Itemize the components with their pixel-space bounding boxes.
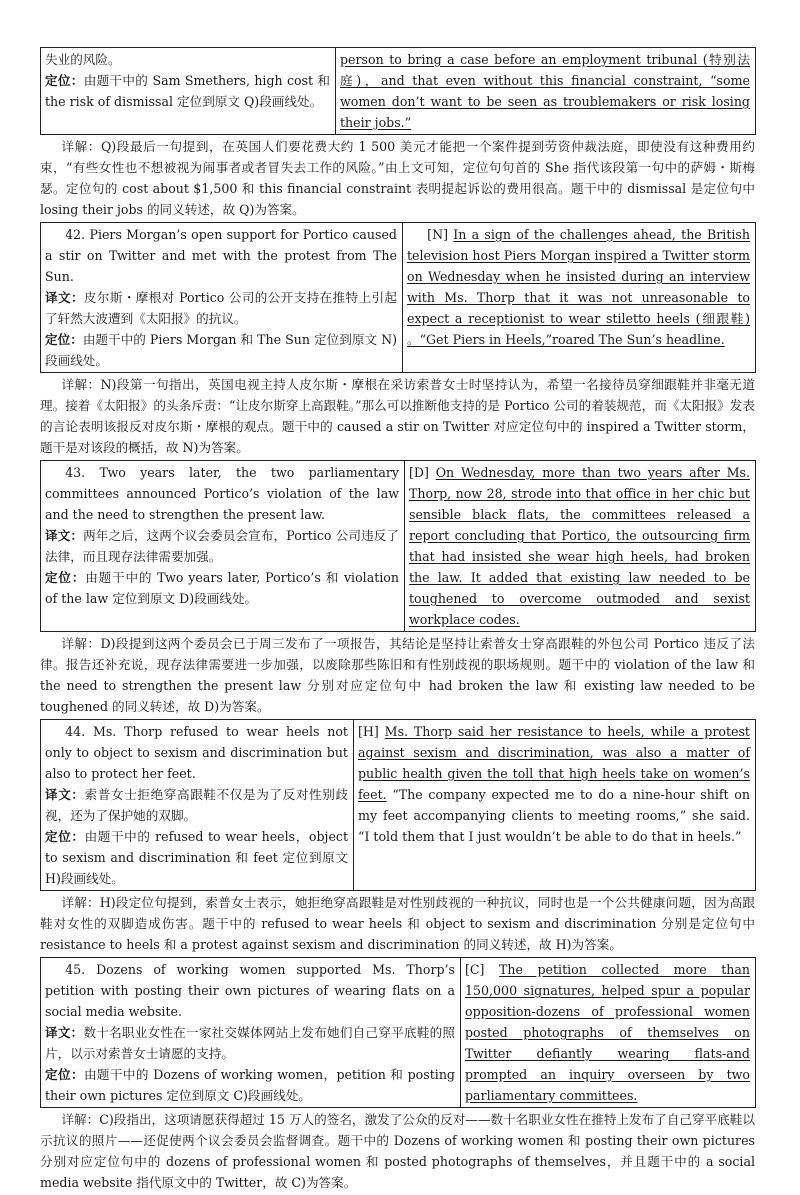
- question-45-locate: [45, 1064, 455, 1106]
- source-passage-h-rest: “The company expected me to do a nine-hour shift on my feet accompanying clients to meeting rooms,” she said. “I told them that I just wouldn’t be able to do that in heels.”: [358, 787, 750, 844]
- locate-label: 定位：: [45, 570, 86, 585]
- locate-text: 由题干中的 refused to wear heels，object to sexism and discrimination 和 feet 定位到原文 H)段画线处。: [45, 829, 349, 886]
- explain-text: H)段定位句提到，索普女士表示，她拒绝穿高跟鞋是对性别歧视的一种抗议，同时也是一个公共健康问题，因为高跟鞋对女性的双脚造成伤害。题干中的 refused to wear heels 和 object to sexism and discrimination 分别是定位句中 resistance to heels 和 a protest against sexism and discrimination 的同义转述，故 H)为答案。: [40, 895, 756, 952]
- translate-label: 译文：: [45, 290, 84, 305]
- translate-text: 索普女士拒绝穿高跟鞋不仅是为了反对性别歧视，还为了保护她的双脚。: [45, 787, 349, 823]
- question-43-text: 43. Two years later, the two parliamentary committees announced Portico’s violation of the law and the need to strengthen the present law.: [45, 465, 399, 522]
- question-45-translation: [45, 1022, 455, 1064]
- paragraph-marker: [C]: [465, 962, 499, 977]
- question-45-left-cell: [41, 958, 461, 1108]
- question-41-table: [40, 47, 756, 135]
- explain-label: 详解：: [61, 377, 101, 392]
- explain-label: 详解：: [61, 139, 101, 154]
- explain-text: D)段提到这两个委员会已于周三发布了一项报告，其结论是坚持让索普女士穿高跟鞋的外包公司 Portico 违反了法律。报告还补充说，现存法律需要进一步加强，以废除那些陈旧和有性别歧视的职场规则。题干中的 violation of the law 和 the need to strengthen the present law 分别对应定位句中 had broken the law 和 existing law needed to be toughened 的同义转述，故 D)为答案。: [40, 636, 755, 714]
- locate-text: 由题干中的 Dozens of working women，petition 和 posting their own pictures 定位到原文 C)段画线处。: [45, 1067, 455, 1103]
- paragraph-marker: [N]: [427, 227, 454, 242]
- question-42-locate: [45, 329, 397, 371]
- question-42-left-cell: [41, 223, 403, 373]
- question-41-locate: [45, 70, 330, 112]
- locate-text: 由题干中的 Piers Morgan 和 The Sun 定位到原文 N)段画线处。: [45, 332, 397, 368]
- question-43-table: [40, 460, 756, 632]
- question-43-source-cell: [405, 461, 756, 632]
- paragraph-marker: [D]: [409, 465, 436, 480]
- question-41-left-cell: [41, 48, 336, 135]
- question-42-source-cell: [403, 223, 756, 373]
- question-42-text: 42. Piers Morgan’s open support for Portico caused a stir on Twitter and met with the protest from The Sun.: [45, 227, 397, 284]
- question-45-explanation: [40, 1108, 755, 1195]
- question-41-continued-text: 失业的风险。: [45, 52, 121, 67]
- explain-text: Q)段最后一句提到，在英国人们要花费大约 1 500 美元才能把一个案件提到劳资仲裁法庭，即使没有这种费用约束，“有些女性也不想被视为闹事者或者冒失去工作的风险。”由上文可知，定位句句首的 She 指代该段第一句中的萨姆・斯梅瑟。定位句的 cost about $1,500 和 this financial constraint 表明提起诉讼的费用很高。题干中的 dismissal 是定位句中 losing their jobs 的同义转述，故 Q)为答案。: [40, 139, 755, 217]
- translate-label: 译文：: [45, 528, 84, 543]
- explain-label: 详解：: [61, 1112, 100, 1127]
- explain-text: C)段指出，这项请愿获得超过 15 万人的签名，激发了公众的反对——数十名职业女性在推特上发布了自己穿平底鞋以示抗议的照片——还促使两个议会委员会监督调查。题干中的 Dozens of working women 和 posting their own pictures 分别对应定位句中的 dozens of professional women 和 posted photographs of themselves，并且题干中的 a social media website 指代原文中的 Twitter，故 C)为答案。: [40, 1112, 755, 1190]
- locate-label: 定位：: [45, 73, 84, 88]
- question-44-source-cell: [354, 720, 756, 891]
- source-passage-q: person to bring a case before an employment tribunal (特别法庭)，and that even without this financial constraint, “some women don’t want to be seen as troublemakers or risk losing their jobs.”: [340, 52, 750, 130]
- question-43-translation: [45, 525, 399, 567]
- question-44-explanation: [40, 891, 755, 957]
- explain-text: N)段第一句指出，英国电视主持人皮尔斯・摩根在采访索普女士时坚持认为，希望一名接待员穿细跟鞋并非毫无道理。接着《太阳报》的头条斥责：“让皮尔斯穿上高跟鞋。”那么可以推断他支持的是 Portico 公司的着装规范，而《太阳报》发表的言论表明该报反对皮尔斯・摩根的观点。题干中的 caused a stir on Twitter 对应定位句中的 inspired a Twitter storm，题干是对该段的概括，故 N)为答案。: [40, 377, 756, 455]
- question-42-translation: [45, 287, 397, 329]
- locate-label: 定位：: [45, 829, 85, 844]
- paragraph-marker: [H]: [358, 724, 385, 739]
- question-41-source-cell: [336, 48, 756, 135]
- question-43-locate: [45, 567, 399, 609]
- question-43-left-cell: [41, 461, 405, 632]
- question-44-locate: [45, 826, 348, 889]
- translate-label: 译文：: [45, 1025, 84, 1040]
- question-44-left-cell: [41, 720, 354, 891]
- translate-text: 两年之后，这两个议会委员会宣布，Portico 公司违反了法律，而且现存法律需要加强。: [45, 528, 400, 564]
- locate-text: 由题干中的 Sam Smethers, high cost 和 the risk of dismissal 定位到原文 Q)段画线处。: [45, 73, 331, 109]
- translate-label: 译文：: [45, 787, 85, 802]
- locate-text: 由题干中的 Two years later, Portico’s 和 violation of the law 定位到原文 D)段画线处。: [45, 570, 399, 606]
- question-44-text: 44. Ms. Thorp refused to wear heels not only to object to sexism and discrimination but also to protect her feet.: [45, 724, 348, 781]
- question-45-source-cell: [461, 958, 756, 1108]
- question-44-translation: [45, 784, 348, 826]
- question-42-explanation: [40, 373, 755, 460]
- translate-text: 数十名职业女性在一家社交媒体网站上发布她们自己穿平底鞋的照片，以示对索普女士请愿的支持。: [45, 1025, 456, 1061]
- locate-label: 定位：: [45, 332, 83, 347]
- document-page: [40, 47, 755, 1195]
- source-passage-h: Ms. Thorp said her resistance to heels, while a protest against sexism and discrimination, was also a matter of public health given the toll that high heels take on women’s feet.: [358, 724, 750, 802]
- explain-label: 详解：: [61, 636, 101, 651]
- question-43-explanation: [40, 632, 755, 719]
- explain-label: 详解：: [61, 895, 100, 910]
- source-passage-c: The petition collected more than 150,000 signatures, helped spur a popular opposition-dozens of professional women posted photographs of themselves on Twitter defiantly wearing flats-and prompted an inquiry overseen by two parliamentary committees.: [465, 962, 750, 1103]
- question-45-table: [40, 957, 756, 1108]
- question-42-table: [40, 222, 756, 373]
- locate-label: 定位：: [45, 1067, 84, 1082]
- question-44-table: [40, 719, 756, 891]
- question-45-text: 45. Dozens of working women supported Ms. Thorp’s petition with posting their own pictures of wearing flats on a social media website.: [45, 962, 455, 1019]
- source-passage-d: On Wednesday, more than two years after Ms. Thorp, now 28, strode into that office in her chic but sensible black flats, the committees released a report concluding that Portico, the outsourcing firm that had insisted she wear high heels, had broken the law. It added that existing law needed to be toughened to overcome outmoded and sexist workplace codes.: [409, 465, 750, 627]
- translate-text: 皮尔斯・摩根对 Portico 公司的公开支持在推特上引起了轩然大波遭到《太阳报》的抗议。: [45, 290, 398, 326]
- question-41-explanation: [40, 135, 755, 222]
- source-passage-n: In a sign of the challenges ahead, the British television host Piers Morgan inspired a Twitter storm on Wednesday when he insisted during an interview with Ms. Thorp that it was not unreasonable to expect a receptionist to wear stiletto heels (细跟鞋) 。“Get Piers in Heels,”roared The Sun’s headline.: [407, 227, 750, 347]
